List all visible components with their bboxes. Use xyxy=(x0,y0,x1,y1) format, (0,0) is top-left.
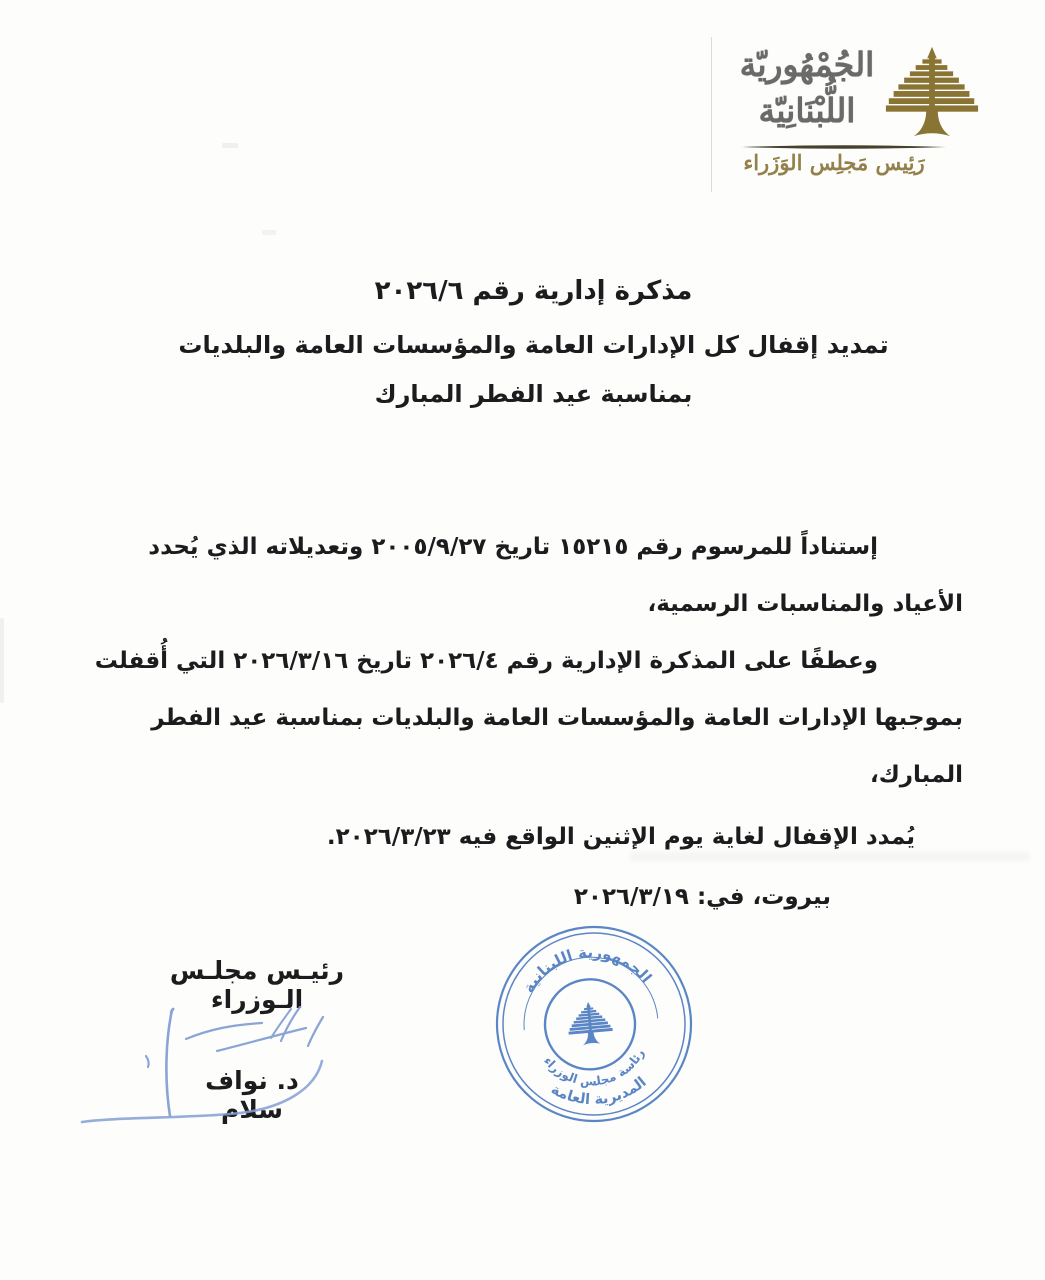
stamp-bottom-text: المديرية العامة xyxy=(548,1074,650,1109)
stamp-cedar-icon xyxy=(566,1000,614,1046)
republic-calligraphy-line2: اللُّبْنَانِيّة xyxy=(758,91,856,130)
handwritten-signature-ink xyxy=(70,998,350,1133)
signature-name: د. نواف سلام xyxy=(205,1066,299,1124)
stamp-middle-text: رئاسة مجلس الوزراء xyxy=(540,1046,648,1089)
body-paragraph-1: إستناداً للمرسوم رقم ١٥٢١٥ تاريخ ٢٠٠٥/٩/٢٧ وتعديلاته الذي يُحدد الأعياد والمناسبات الرسمية، xyxy=(148,534,963,617)
scan-artifact xyxy=(0,618,4,703)
memo-title-block xyxy=(0,276,1045,408)
signature-title: رئيـس مجلـس الـوزراء xyxy=(169,956,345,1014)
memo-subject-line2: بمناسبة عيد الفطر المبارك xyxy=(374,380,693,408)
memo-subject-line1: تمديد إقفال كل الإدارات العامة والمؤسسات العامة والبلديات xyxy=(178,331,889,359)
republic-calligraphy xyxy=(735,42,879,144)
scan-artifact xyxy=(262,230,276,235)
official-stamp xyxy=(494,922,698,1126)
cedar-tree-icon xyxy=(884,42,980,142)
letterhead-divider-line xyxy=(711,37,712,192)
body-paragraph-3: يُمدد الإقفال لغاية يوم الإثنين الواقع فيه ٢٠٢٦/٣/٢٣. xyxy=(326,824,915,850)
republic-calligraphy-line1: الجُمْهُوريّة xyxy=(739,45,875,84)
scan-artifact-bleedthrough xyxy=(630,852,1030,861)
stamp-top-text: الجمهورية اللبنانية xyxy=(519,943,656,996)
memo-number-title: مذكرة إدارية رقم ٢٠٢٦/٦ xyxy=(374,276,693,306)
date-line: بيروت، في: ٢٠٢٦/٣/١٩ xyxy=(573,884,831,910)
memo-body xyxy=(75,519,963,926)
scan-artifact xyxy=(222,143,238,148)
body-paragraph-2: وعطفًا على المذكرة الإدارية رقم ٢٠٢٦/٤ تاريخ ٢٠٢٦/٣/١٦ التي أُقفلت بموجبها الإدارات العامة والمؤسسات العامة والبلديات بمناسبة عيد الفطر المبارك، xyxy=(94,648,963,788)
office-title: رَئِيس مَجلِس الوَزَراء xyxy=(743,150,925,175)
